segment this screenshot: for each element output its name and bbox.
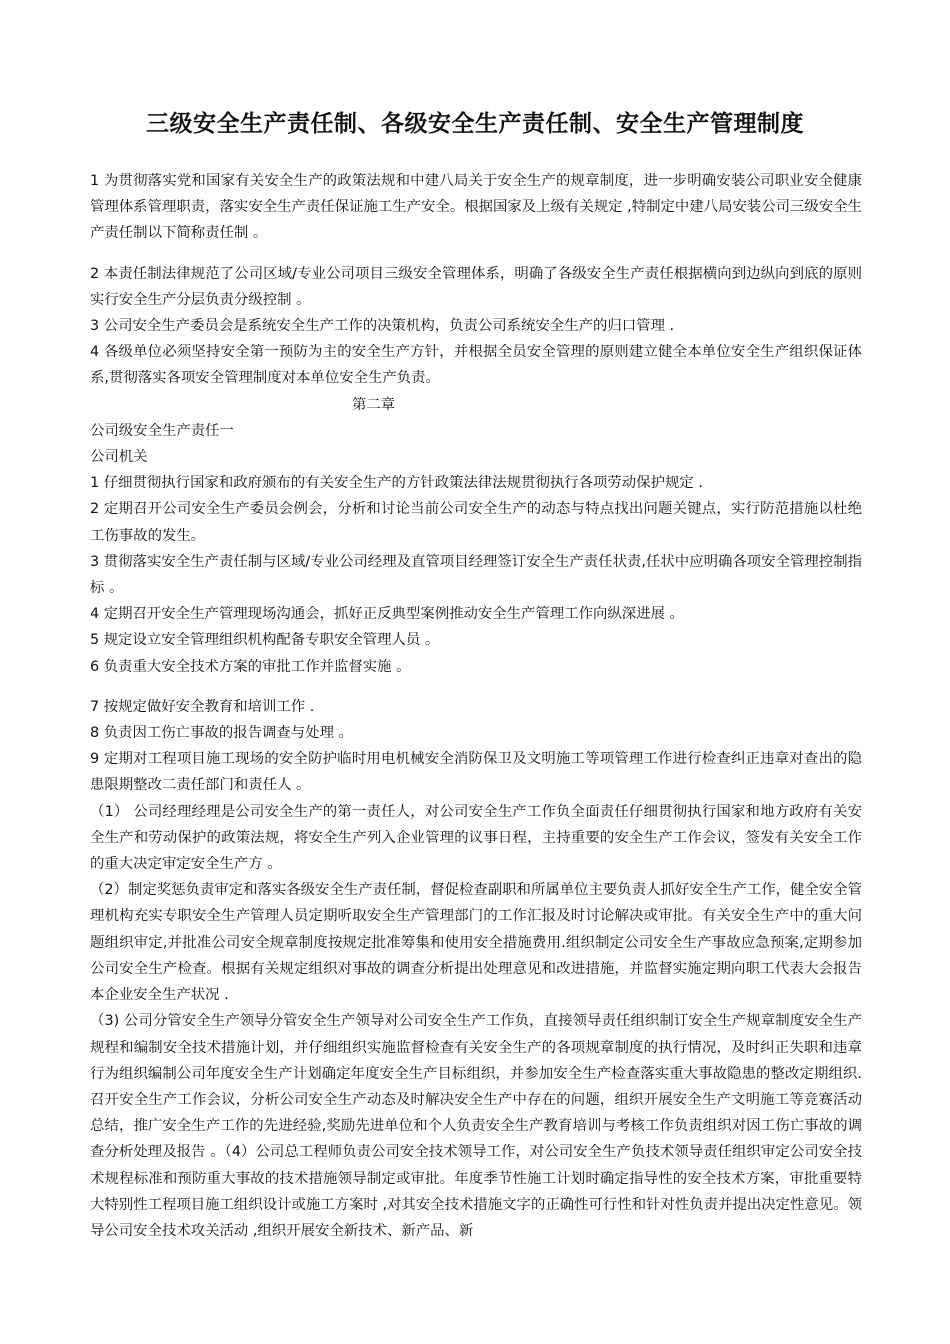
list-item-2: 2 定期召开公司安全生产委员会例会，分析和讨论当前公司安全生产的动态与特点找出问题关键点，实行防范措施以杜绝工伤事故的发生。 [90, 501, 862, 544]
list-item-3: 3 贯彻落实安全生产责任制与区域/专业公司经理及直管项目经理签订安全生产责任状责,任状中应明确各项安全管理控制指标 。 [90, 553, 862, 597]
paragraph-spacer [90, 680, 862, 694]
chapter-heading: 第二章 [352, 396, 396, 413]
subsection-heading: 公司机关 [90, 449, 148, 466]
list-item-8: 8 负责因工伤亡事故的报告调查与处理 。 [90, 725, 353, 742]
list-item-5: 5 规定设立安全管理组织机构配备专职安全管理人员 。 [90, 632, 440, 649]
list-item-7: 7 按规定做好安全教育和培训工作 . [90, 698, 315, 715]
list-item-1: 1 仔细贯彻执行国家和政府颁布的有关安全生产的方针政策法律法规贯彻执行各项劳动保护规定 . [90, 475, 703, 492]
responsibility-paragraph-1: （1） 公司经理经理是公司安全生产的第一责任人，对公司安全生产工作负全面责任仔细贯彻执行国家和地方政府有关安全生产和劳动保护的政策法规，将安全生产列入企业管理的议事日程，主持重要的安全生产工作会议，签发有关安全工作的重大决定审定安全生产方 。 [90, 803, 862, 873]
paragraph-spacer [90, 247, 862, 261]
list-item-6: 6 负责重大安全技术方案的审批工作并监督实施 。 [90, 658, 411, 675]
list-item-9: 9 定期对工程项目施工现场的安全防护临时用电机械安全消防保卫及文明施工等项管理工作进行检查纠正违章对查出的隐患限期整改二责任部门和责任人 。 [90, 751, 862, 794]
responsibility-paragraph-3: （3) 公司分管安全生产领导分管安全生产领导对公司安全生产工作负，直接领导责任组织制订安全生产规章制度安全生产规程和编制安全技术措施计划，并仔细组织实施监督检查有关安全生产的各项规章制度的执行情况，及时纠正失职和违章行为组织编制公司年度安全生产计划确定年度安全生产目标组织，并参加安全生产检查落实重大事故隐患的整改定期组织.召开安全生产工作会议，分析公司安全生产动态及时解决安全生产中存在的问题，组织开展安全生产文明施工等竞赛活动总结，推广安全生产工作的先进经验,奖励先进单位和个人负责安全生产教育培训与考核工作负责组织对因工伤亡事故的调查分析处理及报告 。（4）公司总工程师负责公司安全技术领导工作，对公司安全生产负技术领导责任组织审定公司安全技术规程标准和预防重大事故的技术措施领导制定或审批。年度季节性施工计划时确定指导性的安全技术方案，审批重要特大特别性工程项目施工组织设计或施工方案时 ,对其安全技术措施文字的正确性可行性和针对性负责并提出决定性意见。领导公司安全技术攻关活动 ,组织开展安全新技术、新产品、新 [90, 1013, 862, 1239]
section-heading: 公司级安全生产责任一 [90, 422, 234, 439]
paragraph-2: 2 本责任制法律规范了公司区域/专业公司项目三级安全管理体系，明确了各级安全生产责任根据横向到边纵向到底的原则实行安全生产分层负责分级控制 。 [90, 265, 862, 308]
responsibility-paragraph-2: （2）制定奖惩负责审定和落实各级安全生产责任制，督促检查副职和所属单位主要负责人抓好安全生产工作，健全安全管理机构充实专职安全生产管理人员定期听取安全生产管理部门的工作汇报及时讨论解决或审批。有关安全生产中的重大问题组织审定,并批准公司安全规章制度按规定批准筹集和使用安全措施费用.组织制定公司安全生产事故应急预案,定期参加公司安全生产检查。根据有关规定组织对事故的调查分析提出处理意见和改进措施，并监督实施定期向职工代表大会报告本企业安全生产状况 . [90, 882, 862, 1004]
document-title: 三级安全生产责任制、各级安全生产责任制、安全生产管理制度 [146, 111, 804, 137]
paragraph-1: 1 为贯彻落实党和国家有关安全生产的政策法规和中建八局关于安全生产的规章制度，进一步明确安装公司职业安全健康管理体系管理职责，落实安全生产责任保证施工生产安全。根据国家及上级有关规定 ,特制定中建八局安装公司三级安全生产责任制以下简称责任制 。 [90, 173, 862, 242]
paragraph-3: 3 公司安全生产委员会是系统安全生产工作的决策机构，负责公司系统安全生产的归口管理 . [90, 318, 675, 335]
document-body [90, 168, 862, 1244]
paragraph-4: 4 各级单位必须坚持安全第一预防为主的安全生产方针，并根据全员安全管理的原则建立健全本单位安全生产组织保证体系,贯彻落实各项安全管理制度对本单位安全生产负责。 [90, 344, 862, 387]
list-item-4: 4 定期召开安全生产管理现场沟通会，抓好正反典型案例推动安全生产管理工作向纵深进展 。 [90, 606, 684, 623]
